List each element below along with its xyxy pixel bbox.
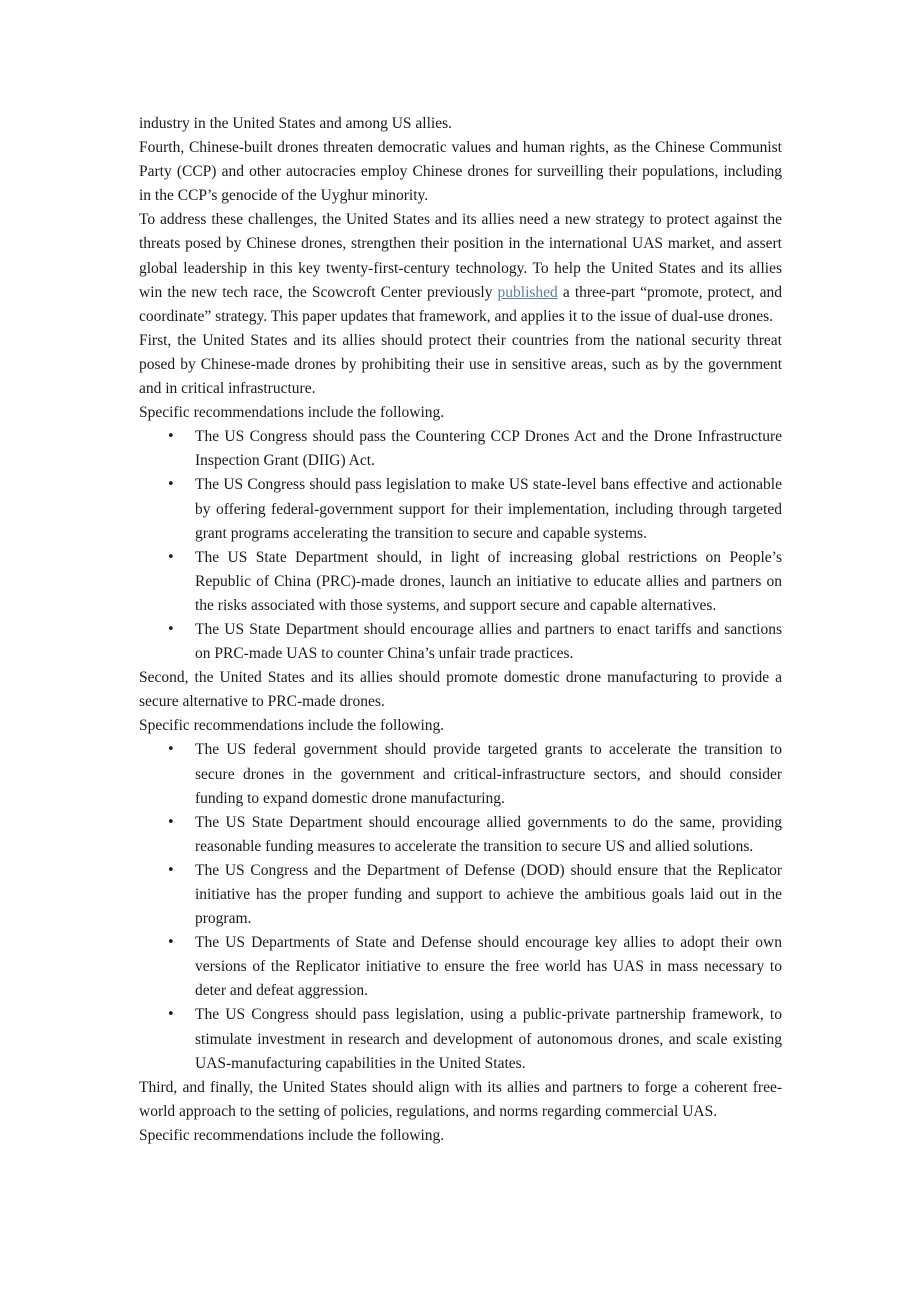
bullet-icon: •	[167, 814, 175, 830]
list-item	[139, 738, 782, 810]
paragraph-second-promote: Second, the United States and its allies should promote domestic drone manufacturing to provide a secure alternative to PRC-made drones.	[139, 669, 782, 711]
paragraph-specific-recs-2: Specific recommendations include the following.	[139, 717, 445, 735]
paragraph-strategy-text-2: a three-part “promote, protect, and coordinate” strategy. This paper updates that framework, and applies it to the issue of dual-use drones.	[139, 283, 782, 325]
bullet-icon: •	[167, 862, 175, 878]
paragraph-intro-continuation: industry in the United States and among US allies.	[139, 115, 452, 132]
document-page	[139, 112, 782, 1148]
list-item	[139, 473, 782, 545]
published-link[interactable]: published	[497, 283, 558, 301]
list-item-text: The US State Department should encourage allies and partners to enact tariffs and sanctions on PRC-made UAS to counter China’s unfair trade practices.	[195, 620, 782, 663]
list-item-text: The US Congress should pass the Countering CCP Drones Act and the Drone Infrastructure Inspection Grant (DIIG) Act.	[195, 428, 782, 470]
list-item-text: The US Departments of State and Defense should encourage key allies to adopt their own versions of the Replicator initiative to ensure the free world has UAS in mass necessary to deter and defeat aggression.	[195, 934, 782, 1000]
paragraph-strategy-text-1: To address these challenges, the United States and its allies need a new strategy to protect against the threats posed by Chinese drones, strengthen their position in the international UAS market, and assert global leadership in this key twenty-first-century technology. To help the United States and its allies win the new tech race, the Scowcroft Center previously	[139, 211, 782, 301]
paragraph-third-coordinate: Third, and finally, the United States should align with its allies and partners to forge a coherent free-world approach to the setting of policies, regulations, and norms regarding commercial UAS.	[139, 1078, 782, 1120]
list-item	[139, 618, 782, 666]
recommendations-list-promote	[139, 738, 782, 1075]
list-item	[139, 1003, 782, 1075]
list-item-text: The US State Department should encourage allied governments to do the same, providing reasonable funding measures to accelerate the transition to secure US and allied solutions.	[195, 813, 782, 855]
list-item	[139, 425, 782, 473]
list-item	[139, 859, 782, 931]
list-item	[139, 546, 782, 618]
list-item	[139, 931, 782, 1003]
list-item-text: The US federal government should provide targeted grants to accelerate the transition to secure drones in the government and critical-infrastructure sectors, and should consider funding to expand domestic drone manufacturing.	[195, 741, 782, 807]
bullet-icon: •	[167, 1007, 175, 1023]
bullet-icon: •	[167, 935, 175, 951]
bullet-icon: •	[167, 742, 175, 758]
bullet-icon: •	[167, 477, 175, 493]
list-item-text: The US Congress should pass legislation to make US state-level bans effective and actionable by offering federal-government support for their implementation, including through targeted grant programs accelerating the transition to secure and capable systems.	[195, 476, 782, 542]
list-item-text: The US State Department should, in light of increasing global restrictions on People’s Republic of China (PRC)-made drones, launch an initiative to educate allies and partners on the risks associated with those systems, and support secure and capable alternatives.	[195, 548, 782, 614]
bullet-icon: •	[167, 549, 175, 565]
list-item	[139, 811, 782, 859]
paragraph-fourth-threat: Fourth, Chinese-built drones threaten democratic values and human rights, as the Chinese Communist Party (CCP) and other autocracies employ Chinese drones for surveilling their populations, including in the CCP’s genocide of the Uyghur minority.	[139, 139, 782, 205]
list-item-text: The US Congress and the Department of Defense (DOD) should ensure that the Replicator initiative has the proper funding and support to achieve the ambitious goals laid out in the program.	[195, 861, 782, 928]
paragraph-specific-recs-1: Specific recommendations include the following.	[139, 404, 445, 422]
bullet-icon: •	[167, 621, 175, 637]
recommendations-list-protect	[139, 425, 782, 666]
bullet-icon: •	[167, 429, 175, 445]
paragraph-first-protect: First, the United States and its allies should protect their countries from the national security threat posed by Chinese-made drones by prohibiting their use in sensitive areas, such as by the government and in critical infrastructure.	[139, 331, 782, 398]
paragraph-specific-recs-3: Specific recommendations include the following.	[139, 1126, 445, 1144]
list-item-text: The US Congress should pass legislation, using a public-private partnership framework, to stimulate investment in research and development of autonomous drones, and scale existing UAS-manufacturing capabilities in the United States.	[195, 1006, 782, 1072]
paragraph-strategy	[139, 208, 782, 328]
